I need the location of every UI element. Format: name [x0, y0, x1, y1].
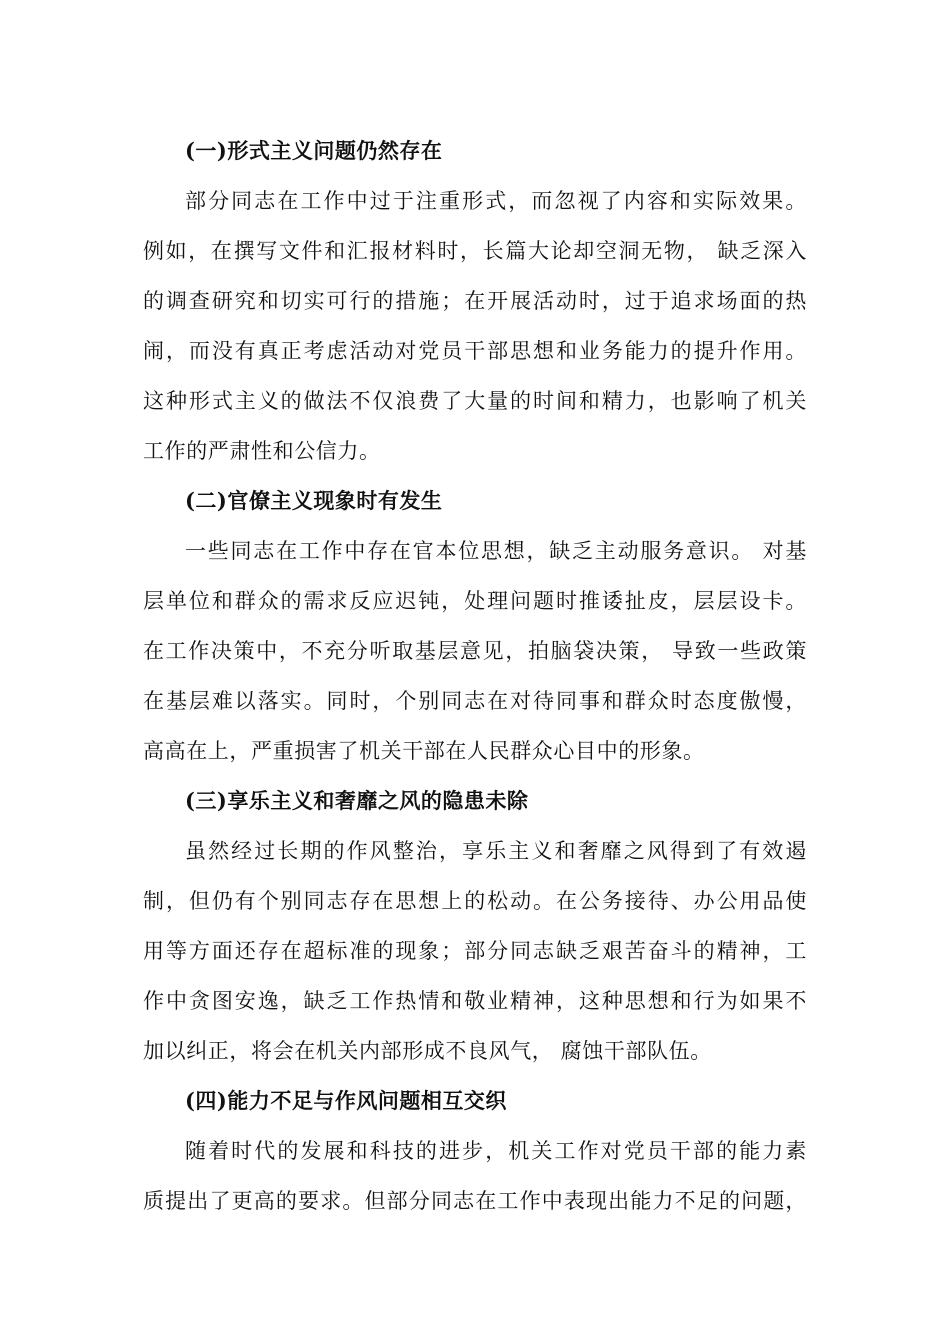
paragraph-line: 虽然经过长期的作风整治，享乐主义和奢靡之风得到了有效遏 — [185, 839, 807, 863]
paragraph-line: 部分同志在工作中过于注重形式，而忽视了内容和实际效果。 — [185, 189, 807, 213]
paragraph-line: 高高在上，严重损害了机关干部在人民群众心目中的形象。 — [143, 739, 705, 763]
paragraph-line: 层单位和群众的需求反应迟钝，处理问题时推诿扯皮，层层设卡。 — [143, 589, 807, 613]
paragraph-line: 一些同志在工作中存在官本位思想，缺乏主动服务意识。 对基 — [185, 539, 807, 563]
section-paragraph-2 — [143, 526, 807, 776]
section-heading-2: (二)官僚主义现象时有发生 — [185, 488, 443, 513]
document-body — [143, 126, 807, 1226]
paragraph-line: 例如，在撰写文件和汇报材料时，长篇大论却空洞无物， 缺乏深入 — [143, 239, 807, 263]
section-heading-1: (一)形式主义问题仍然存在 — [185, 138, 443, 163]
paragraph-line: 质提出了更高的要求。但部分同志在工作中表现出能力不足的问题， — [143, 1189, 807, 1213]
paragraph-line: 加以纠正，将会在机关内部形成不良风气， 腐蚀干部队伍。 — [143, 1039, 712, 1063]
paragraph-line: 在基层难以落实。同时，个别同志在对待同事和群众时态度傲慢， — [143, 689, 807, 713]
paragraph-line: 用等方面还存在超标准的现象；部分同志缺乏艰苦奋斗的精神，工 — [143, 939, 807, 963]
paragraph-line: 随着时代的发展和科技的进步，机关工作对党员干部的能力素 — [185, 1139, 807, 1163]
paragraph-line: 作中贪图安逸，缺乏工作热情和敬业精神，这种思想和行为如果不 — [143, 989, 807, 1013]
paragraph-line: 工作的严肃性和公信力。 — [143, 439, 381, 463]
section-paragraph-4 — [143, 1126, 807, 1226]
paragraph-line: 的调查研究和切实可行的措施；在开展活动时，过于追求场面的热 — [143, 289, 807, 313]
paragraph-line: 制，但仍有个别同志存在思想上的松动。在公务接待、办公用品使 — [143, 889, 807, 913]
paragraph-line: 闹，而没有真正考虑活动对党员干部思想和业务能力的提升作用。 — [143, 339, 807, 363]
section-heading-4: (四)能力不足与作风问题相互交织 — [185, 1088, 507, 1113]
section-paragraph-1 — [143, 176, 807, 476]
section-paragraph-3 — [143, 826, 807, 1076]
paragraph-line: 这种形式主义的做法不仅浪费了大量的时间和精力，也影响了机关 — [143, 389, 807, 413]
section-heading-3: (三)享乐主义和奢靡之风的隐患未除 — [185, 788, 529, 813]
paragraph-line: 在工作决策中，不充分听取基层意见，拍脑袋决策， 导致一些政策 — [143, 639, 807, 663]
